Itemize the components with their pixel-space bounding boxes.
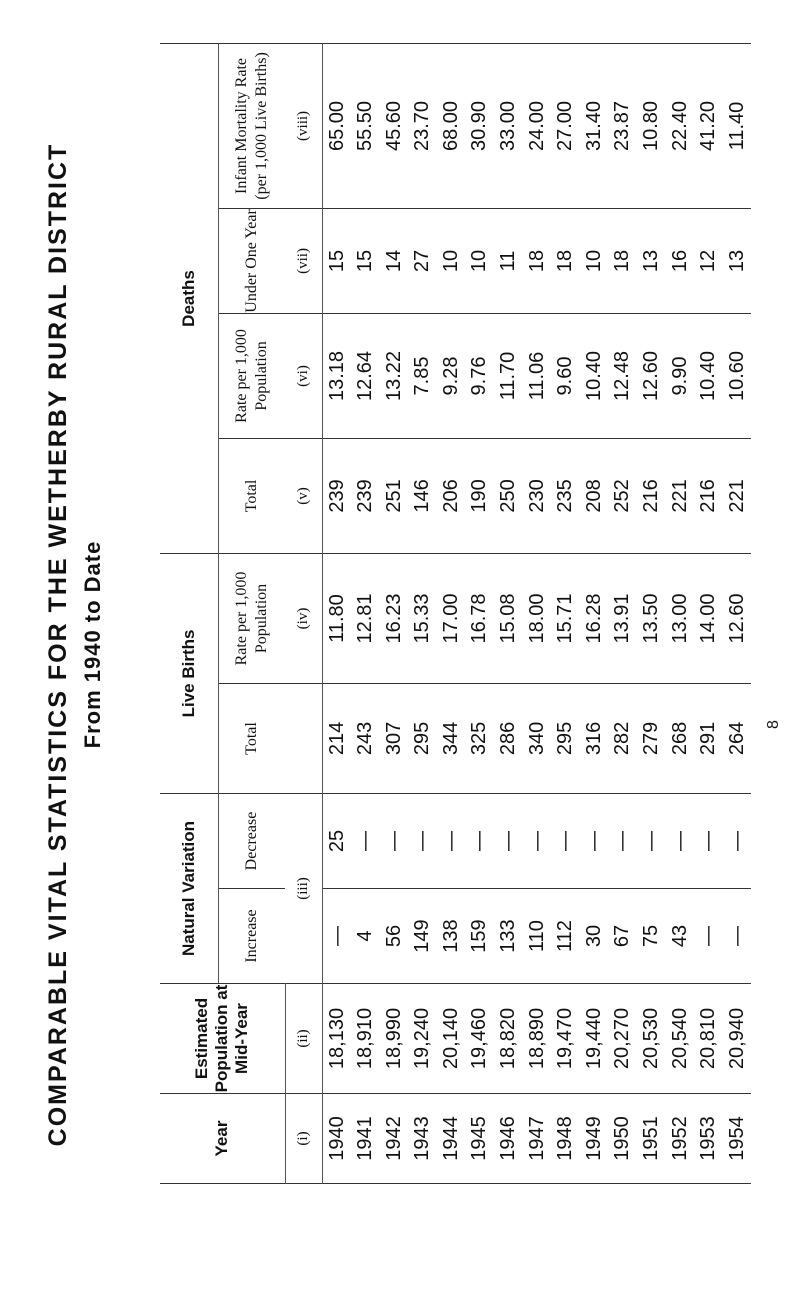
decrease-cell: — xyxy=(525,831,548,851)
decrease-cell: — xyxy=(468,831,491,851)
deaths-rate-cell: 9.28 xyxy=(439,356,462,396)
births-rate-column xyxy=(322,553,751,683)
infant-mortality-cell: 24.00 xyxy=(525,100,548,151)
births-total-cell: 282 xyxy=(611,721,634,756)
under-one-cell: 27 xyxy=(411,249,434,273)
infant-mortality-cell: 23.87 xyxy=(611,100,634,151)
under-one-column xyxy=(322,208,751,313)
year-cell: 1946 xyxy=(497,1116,520,1161)
decrease-cell: — xyxy=(582,831,605,851)
year-header: Year xyxy=(160,1094,285,1184)
decrease-cell: — xyxy=(411,831,434,851)
infant-mortality-cell: 23.70 xyxy=(411,100,434,151)
births-rate-cell: 13.50 xyxy=(640,593,663,644)
decrease-cell: — xyxy=(382,831,405,851)
deaths-rate-cell: 10.60 xyxy=(725,350,748,401)
deaths-rate-cell: 13.22 xyxy=(382,350,405,401)
under-one-cell: 15 xyxy=(325,249,348,273)
births-rate-cell: 13.91 xyxy=(611,593,634,644)
births-rate-cell: 14.00 xyxy=(697,593,720,644)
increase-column xyxy=(322,889,751,984)
year-cell: 1948 xyxy=(554,1116,577,1161)
increase-cell: 138 xyxy=(439,919,462,953)
births-total-cell: 295 xyxy=(554,721,577,756)
births-total-header: Total xyxy=(219,683,286,793)
births-rate-cell: 17.00 xyxy=(439,593,462,644)
births-rate-cell: 15.08 xyxy=(497,593,520,644)
deaths-rate-cell: 9.60 xyxy=(554,356,577,396)
decrease-cell: — xyxy=(725,831,748,851)
population-cell: 18,820 xyxy=(497,1007,520,1070)
under-one-cell: 18 xyxy=(611,249,634,273)
under-one-header: Under One Year xyxy=(219,208,286,313)
deaths-total-cell: 251 xyxy=(382,479,405,513)
deaths-rate-cell: 12.60 xyxy=(640,350,663,401)
increase-cell: 112 xyxy=(554,920,577,952)
live-births-header: Live Births xyxy=(160,553,219,793)
year-cell: 1944 xyxy=(439,1116,462,1161)
births-rate-cell: 16.28 xyxy=(582,593,605,644)
col-label-iii: (iii) xyxy=(285,793,322,983)
population-column xyxy=(322,984,751,1094)
infant-mortality-cell: 33.00 xyxy=(497,100,520,151)
col-label-viii: (viii) xyxy=(285,43,322,208)
col-label-iv-a xyxy=(285,683,322,793)
births-total-cell: 279 xyxy=(640,721,663,756)
natural-variation-header: Natural Variation xyxy=(160,793,219,983)
population-cell: 18,890 xyxy=(525,1007,548,1070)
deaths-total-cell: 216 xyxy=(640,479,663,513)
decrease-cell: — xyxy=(354,831,377,851)
deaths-rate-cell: 12.48 xyxy=(611,350,634,401)
decrease-cell: — xyxy=(497,831,520,851)
increase-cell: 110 xyxy=(525,920,548,952)
population-cell: 20,540 xyxy=(668,1007,691,1070)
deaths-total-cell: 146 xyxy=(411,479,434,513)
deaths-rate-cell: 7.85 xyxy=(411,356,434,396)
deaths-total-cell: 221 xyxy=(725,479,748,513)
page-title: COMPARABLE VITAL STATISTICS FOR THE WETHERBY RURAL DISTRICT xyxy=(44,142,72,1147)
year-cell: 1947 xyxy=(525,1116,548,1161)
vital-statistics-table xyxy=(160,43,751,1184)
infant-mortality-cell: 65.00 xyxy=(325,100,348,151)
deaths-total-cell: 216 xyxy=(697,479,720,513)
increase-cell: 30 xyxy=(582,924,605,948)
under-one-cell: 13 xyxy=(640,249,663,273)
births-total-cell: 307 xyxy=(382,721,405,756)
population-cell: 20,140 xyxy=(439,1007,462,1070)
year-cell: 1950 xyxy=(611,1116,634,1161)
under-one-cell: 18 xyxy=(554,249,577,273)
increase-cell: 133 xyxy=(497,919,520,953)
population-cell: 18,130 xyxy=(325,1007,348,1070)
deaths-total-cell: 239 xyxy=(325,479,348,513)
births-total-cell: 286 xyxy=(497,721,520,756)
deaths-total-header: Total xyxy=(219,438,286,553)
increase-cell: — xyxy=(325,926,348,946)
decrease-cell: — xyxy=(697,831,720,851)
deaths-rate-cell: 12.64 xyxy=(354,350,377,401)
increase-cell: 4 xyxy=(354,930,377,942)
births-rate-header: Rate per 1,000 Population xyxy=(219,553,286,683)
births-total-cell: 268 xyxy=(668,721,691,756)
year-cell: 1953 xyxy=(697,1116,720,1161)
year-cell: 1940 xyxy=(325,1116,348,1161)
births-total-column xyxy=(322,683,751,793)
under-one-cell: 10 xyxy=(439,249,462,273)
births-total-cell: 291 xyxy=(697,721,720,756)
births-total-cell: 295 xyxy=(411,721,434,756)
decrease-cell: 25 xyxy=(325,829,348,853)
year-column xyxy=(322,1094,751,1184)
infant-mortality-cell: 27.00 xyxy=(554,100,577,151)
infant-mortality-cell: 55.50 xyxy=(354,100,377,151)
deaths-rate-cell: 10.40 xyxy=(697,350,720,401)
year-cell: 1942 xyxy=(382,1116,405,1161)
deaths-total-cell: 250 xyxy=(497,479,520,513)
births-rate-cell: 13.00 xyxy=(668,593,691,644)
population-cell: 20,530 xyxy=(640,1007,663,1070)
infant-mortality-cell: 31.40 xyxy=(582,100,605,151)
population-cell: 19,240 xyxy=(411,1007,434,1070)
deaths-total-cell: 235 xyxy=(554,479,577,513)
deaths-total-cell: 206 xyxy=(439,479,462,513)
infant-mortality-cell: 22.40 xyxy=(668,100,691,151)
page-subtitle: From 1940 to Date xyxy=(80,540,105,749)
deaths-total-cell: 239 xyxy=(354,479,377,513)
deaths-rate-cell: 10.40 xyxy=(582,350,605,401)
under-one-cell: 15 xyxy=(354,249,377,273)
deaths-rate-column xyxy=(322,313,751,438)
col-label-v: (v) xyxy=(285,438,322,553)
deaths-rate-header: Rate per 1,000 Population xyxy=(219,313,286,438)
increase-cell: 149 xyxy=(411,919,434,953)
deaths-rate-cell: 11.06 xyxy=(525,351,548,401)
decrease-header: Decrease xyxy=(219,793,286,888)
increase-cell: — xyxy=(697,926,720,946)
under-one-cell: 11 xyxy=(497,250,520,272)
deaths-rate-cell: 11.70 xyxy=(497,351,520,401)
decrease-cell: — xyxy=(640,831,663,851)
deaths-rate-cell: 9.90 xyxy=(668,356,691,396)
births-total-cell: 214 xyxy=(325,721,348,756)
births-total-cell: 340 xyxy=(525,721,548,756)
increase-cell: 75 xyxy=(640,924,663,948)
infant-mortality-cell: 30.90 xyxy=(468,100,491,151)
year-cell: 1954 xyxy=(725,1116,748,1161)
infant-mortality-cell: 68.00 xyxy=(439,100,462,151)
increase-cell: 67 xyxy=(611,924,634,948)
deaths-rate-cell: 13.18 xyxy=(325,350,348,401)
births-rate-cell: 11.80 xyxy=(325,594,348,643)
increase-cell: — xyxy=(725,926,748,946)
births-total-cell: 264 xyxy=(725,721,748,756)
infant-mortality-cell: 11.40 xyxy=(725,101,748,151)
under-one-cell: 10 xyxy=(468,249,491,273)
deaths-total-cell: 230 xyxy=(525,479,548,513)
births-rate-cell: 12.60 xyxy=(725,593,748,644)
col-label-i: (i) xyxy=(285,1094,322,1184)
infant-mortality-header: Infant Mortality Rate (per 1,000 Live Births) xyxy=(219,43,286,208)
population-cell: 20,270 xyxy=(611,1007,634,1070)
population-cell: 20,940 xyxy=(725,1007,748,1070)
infant-mortality-cell: 10.80 xyxy=(640,100,663,151)
year-cell: 1941 xyxy=(354,1116,377,1161)
decrease-cell: — xyxy=(439,831,462,851)
population-cell: 20,810 xyxy=(697,1007,720,1070)
under-one-cell: 18 xyxy=(525,249,548,273)
infant-mortality-column xyxy=(322,43,751,208)
population-cell: 18,910 xyxy=(354,1007,377,1070)
year-cell: 1943 xyxy=(411,1116,434,1161)
infant-mortality-cell: 41.20 xyxy=(697,100,720,151)
under-one-cell: 14 xyxy=(382,249,405,273)
births-rate-cell: 16.78 xyxy=(468,593,491,644)
population-cell: 18,990 xyxy=(382,1007,405,1070)
births-total-cell: 243 xyxy=(354,721,377,756)
births-rate-cell: 16.23 xyxy=(382,593,405,644)
increase-cell: 56 xyxy=(382,924,405,948)
births-rate-cell: 15.71 xyxy=(554,593,577,644)
deaths-total-cell: 252 xyxy=(611,479,634,513)
under-one-cell: 10 xyxy=(582,249,605,273)
col-label-ii: (ii) xyxy=(285,984,322,1094)
births-total-cell: 344 xyxy=(439,721,462,756)
under-one-cell: 12 xyxy=(697,249,720,273)
births-total-cell: 325 xyxy=(468,721,491,756)
decrease-column xyxy=(322,793,751,888)
deaths-header: Deaths xyxy=(160,43,219,553)
births-total-cell: 316 xyxy=(582,721,605,756)
year-cell: 1952 xyxy=(668,1116,691,1161)
increase-cell: 159 xyxy=(468,919,491,953)
births-rate-cell: 12.81 xyxy=(354,593,377,644)
under-one-cell: 13 xyxy=(725,249,748,273)
increase-cell: 43 xyxy=(668,924,691,948)
deaths-total-cell: 190 xyxy=(468,479,491,513)
decrease-cell: — xyxy=(554,831,577,851)
population-cell: 19,470 xyxy=(554,1007,577,1070)
page-number: 8 xyxy=(765,720,782,729)
decrease-cell: — xyxy=(611,831,634,851)
deaths-total-cell: 208 xyxy=(582,479,605,513)
population-cell: 19,460 xyxy=(468,1007,491,1070)
col-label-iv: (iv) xyxy=(285,553,322,683)
under-one-cell: 16 xyxy=(668,249,691,273)
year-cell: 1945 xyxy=(468,1116,491,1161)
population-cell: 19,440 xyxy=(582,1007,605,1070)
deaths-rate-cell: 9.76 xyxy=(468,356,491,396)
year-cell: 1951 xyxy=(640,1116,663,1161)
deaths-total-column xyxy=(322,438,751,553)
year-cell: 1949 xyxy=(582,1116,605,1161)
population-header: Estimated Population at Mid-Year xyxy=(160,984,285,1094)
decrease-cell: — xyxy=(668,831,691,851)
col-label-vii: (vii) xyxy=(285,208,322,313)
births-rate-cell: 15.33 xyxy=(411,593,434,644)
births-rate-cell: 18.00 xyxy=(525,593,548,644)
col-label-vi: (vi) xyxy=(285,313,322,438)
infant-mortality-cell: 45.60 xyxy=(382,100,405,151)
increase-header: Increase xyxy=(219,889,286,984)
deaths-total-cell: 221 xyxy=(668,479,691,513)
